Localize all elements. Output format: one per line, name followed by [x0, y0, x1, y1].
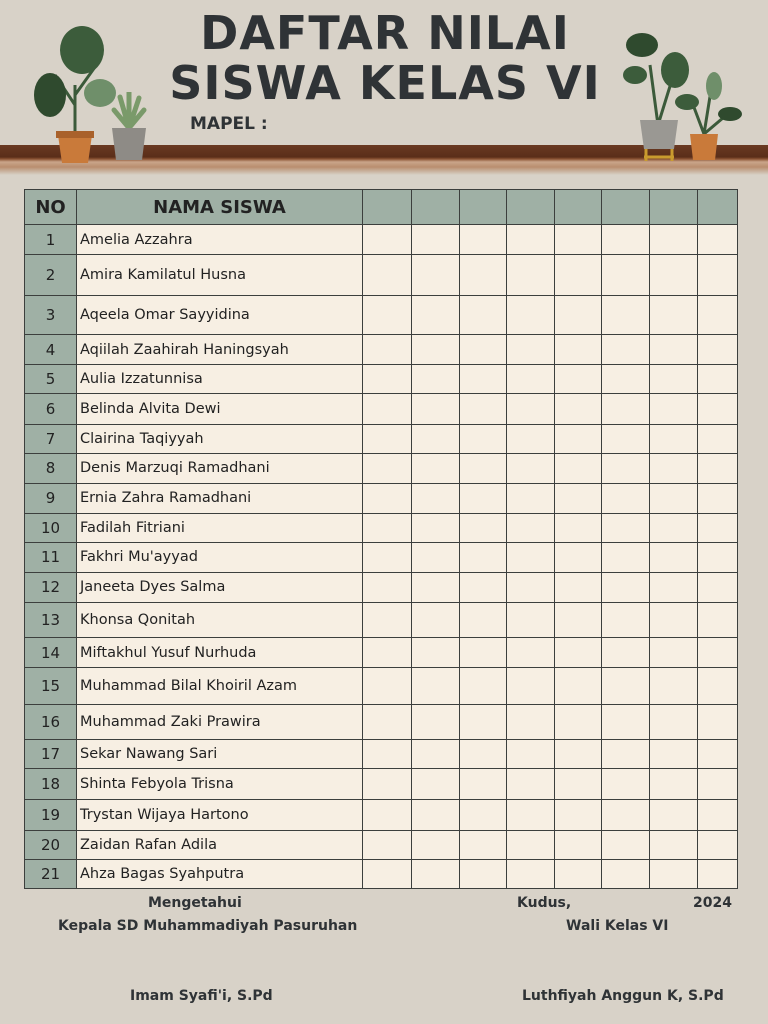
- page-title-line1: DAFTAR NILAI: [200, 6, 570, 60]
- grade-cell[interactable]: [363, 668, 412, 705]
- grade-cell[interactable]: [507, 335, 555, 365]
- grade-cell[interactable]: [363, 483, 412, 513]
- grade-cell[interactable]: [363, 572, 412, 602]
- grade-cell[interactable]: [363, 255, 412, 296]
- grade-cell[interactable]: [698, 542, 738, 572]
- grade-cell[interactable]: [363, 830, 412, 859]
- grade-cell[interactable]: [412, 453, 460, 483]
- grade-cell[interactable]: [412, 483, 460, 513]
- grade-cell[interactable]: [555, 335, 602, 365]
- student-number: 5: [25, 365, 77, 394]
- grade-cell[interactable]: [650, 335, 698, 365]
- grade-cell[interactable]: [507, 483, 555, 513]
- table-row: [25, 638, 738, 668]
- grade-cell[interactable]: [698, 799, 738, 830]
- grade-cell[interactable]: [650, 859, 698, 888]
- table-row: [25, 424, 738, 453]
- grade-cell[interactable]: [555, 453, 602, 483]
- grade-cell[interactable]: [412, 394, 460, 424]
- grade-cell[interactable]: [650, 799, 698, 830]
- grade-cell[interactable]: [650, 668, 698, 705]
- student-name: Muhammad Zaki Prawira: [77, 705, 363, 740]
- grade-cell[interactable]: [698, 572, 738, 602]
- grade-cell[interactable]: [602, 394, 650, 424]
- column-header-name: NAMA SISWA: [77, 190, 363, 225]
- student-number: 4: [25, 335, 77, 365]
- grade-cell[interactable]: [698, 859, 738, 888]
- grade-cell[interactable]: [698, 483, 738, 513]
- student-number: 8: [25, 453, 77, 483]
- grade-cell[interactable]: [555, 296, 602, 335]
- grade-cell[interactable]: [650, 572, 698, 602]
- grade-cell[interactable]: [698, 668, 738, 705]
- grade-cell[interactable]: [412, 859, 460, 888]
- grade-cell[interactable]: [602, 255, 650, 296]
- student-number: 7: [25, 424, 77, 453]
- grade-cell[interactable]: [363, 799, 412, 830]
- grade-cell[interactable]: [555, 830, 602, 859]
- grade-cell[interactable]: [555, 572, 602, 602]
- grade-cell[interactable]: [650, 296, 698, 335]
- grade-cell[interactable]: [650, 225, 698, 255]
- grade-cell[interactable]: [507, 453, 555, 483]
- grade-cell[interactable]: [507, 603, 555, 638]
- grade-column-header: [602, 190, 650, 225]
- grade-cell[interactable]: [460, 483, 507, 513]
- grade-cell[interactable]: [602, 572, 650, 602]
- grade-cell[interactable]: [650, 542, 698, 572]
- grade-cell[interactable]: [363, 513, 412, 542]
- grade-cell[interactable]: [555, 424, 602, 453]
- grade-column-header: [460, 190, 507, 225]
- table-row: [25, 394, 738, 424]
- grade-cell[interactable]: [698, 365, 738, 394]
- grade-cell[interactable]: [460, 225, 507, 255]
- grade-cell[interactable]: [698, 394, 738, 424]
- grade-cell[interactable]: [555, 483, 602, 513]
- grade-cell[interactable]: [412, 638, 460, 668]
- table-row: [25, 483, 738, 513]
- grade-cell[interactable]: [460, 705, 507, 740]
- homeroom-title: Wali Kelas VI: [566, 918, 669, 934]
- student-number: 16: [25, 705, 77, 740]
- student-number: 10: [25, 513, 77, 542]
- grade-cell[interactable]: [363, 296, 412, 335]
- grade-cell[interactable]: [555, 603, 602, 638]
- grade-cell[interactable]: [460, 296, 507, 335]
- grade-cell[interactable]: [602, 668, 650, 705]
- student-number: 20: [25, 830, 77, 859]
- grade-cell[interactable]: [363, 638, 412, 668]
- grade-cell[interactable]: [507, 365, 555, 394]
- student-name: Janeeta Dyes Salma: [77, 572, 363, 602]
- grade-cell[interactable]: [460, 769, 507, 799]
- grade-cell[interactable]: [602, 365, 650, 394]
- grade-cell[interactable]: [412, 296, 460, 335]
- grade-cell[interactable]: [602, 542, 650, 572]
- student-number: 18: [25, 769, 77, 799]
- student-name: Aqiilah Zaahirah Haningsyah: [77, 335, 363, 365]
- grade-cell[interactable]: [602, 296, 650, 335]
- grade-cell[interactable]: [602, 740, 650, 769]
- grade-cell[interactable]: [460, 365, 507, 394]
- student-name: Fakhri Mu'ayyad: [77, 542, 363, 572]
- grade-cell[interactable]: [602, 830, 650, 859]
- grade-cell[interactable]: [555, 638, 602, 668]
- student-number: 11: [25, 542, 77, 572]
- grade-cell[interactable]: [555, 799, 602, 830]
- table-row: [25, 255, 738, 296]
- table-row: [25, 296, 738, 335]
- student-name: Zaidan Rafan Adila: [77, 830, 363, 859]
- grade-cell[interactable]: [507, 668, 555, 705]
- grade-cell[interactable]: [650, 830, 698, 859]
- grade-cell[interactable]: [650, 453, 698, 483]
- student-number: 19: [25, 799, 77, 830]
- grade-cell[interactable]: [412, 603, 460, 638]
- student-number: 2: [25, 255, 77, 296]
- grade-cell[interactable]: [412, 830, 460, 859]
- student-name: Muhammad Bilal Khoiril Azam: [77, 668, 363, 705]
- grade-cell[interactable]: [555, 542, 602, 572]
- homeroom-teacher-name: Luthfiyah Anggun K, S.Pd: [522, 988, 724, 1004]
- grade-cell[interactable]: [412, 513, 460, 542]
- grade-cell[interactable]: [555, 769, 602, 799]
- grade-cell[interactable]: [363, 859, 412, 888]
- table-row: [25, 453, 738, 483]
- grade-cell[interactable]: [507, 542, 555, 572]
- student-number: 9: [25, 483, 77, 513]
- grade-cell[interactable]: [507, 740, 555, 769]
- grade-cell[interactable]: [412, 424, 460, 453]
- grade-cell[interactable]: [602, 603, 650, 638]
- grade-cell[interactable]: [363, 603, 412, 638]
- grade-cell[interactable]: [698, 603, 738, 638]
- grade-cell[interactable]: [698, 335, 738, 365]
- student-name: Aqeela Omar Sayyidina: [77, 296, 363, 335]
- grade-cell[interactable]: [650, 483, 698, 513]
- grade-cell[interactable]: [602, 705, 650, 740]
- table-row: [25, 365, 738, 394]
- grade-cell[interactable]: [507, 225, 555, 255]
- grade-cell[interactable]: [507, 769, 555, 799]
- grade-cell[interactable]: [363, 365, 412, 394]
- grade-cell[interactable]: [650, 603, 698, 638]
- grade-cell[interactable]: [412, 365, 460, 394]
- grade-cell[interactable]: [507, 513, 555, 542]
- grade-cell[interactable]: [507, 638, 555, 668]
- monstera-plant-left-icon: [30, 25, 120, 165]
- grade-cell[interactable]: [460, 740, 507, 769]
- grade-cell[interactable]: [507, 799, 555, 830]
- grade-cell[interactable]: [555, 394, 602, 424]
- student-name: Fadilah Fitriani: [77, 513, 363, 542]
- grade-cell[interactable]: [460, 453, 507, 483]
- student-name: Trystan Wijaya Hartono: [77, 799, 363, 830]
- grade-cell[interactable]: [507, 424, 555, 453]
- grade-cell[interactable]: [460, 799, 507, 830]
- headmaster-name: Imam Syafi'i, S.Pd: [130, 988, 273, 1004]
- table-header-row: [25, 190, 738, 225]
- grade-cell[interactable]: [412, 769, 460, 799]
- student-name: Aulia Izzatunnisa: [77, 365, 363, 394]
- grade-cell[interactable]: [460, 255, 507, 296]
- grade-cell[interactable]: [460, 668, 507, 705]
- grade-cell[interactable]: [412, 740, 460, 769]
- grade-cell[interactable]: [507, 572, 555, 602]
- grade-cell[interactable]: [460, 638, 507, 668]
- year-label: 2024: [693, 895, 732, 911]
- grade-cell[interactable]: [555, 365, 602, 394]
- grade-cell[interactable]: [602, 799, 650, 830]
- grade-cell[interactable]: [602, 859, 650, 888]
- grade-cell[interactable]: [412, 335, 460, 365]
- grade-cell[interactable]: [698, 830, 738, 859]
- grade-cell[interactable]: [698, 424, 738, 453]
- grade-cell[interactable]: [555, 705, 602, 740]
- grade-cell[interactable]: [363, 453, 412, 483]
- student-name: Amira Kamilatul Husna: [77, 255, 363, 296]
- grade-cell[interactable]: [555, 225, 602, 255]
- page-title-line2: SISWA KELAS VI: [169, 56, 601, 110]
- grade-cell[interactable]: [602, 453, 650, 483]
- table-row: [25, 740, 738, 769]
- grade-cell[interactable]: [650, 705, 698, 740]
- grade-cell[interactable]: [363, 705, 412, 740]
- grade-table: [24, 189, 738, 889]
- grade-cell[interactable]: [650, 769, 698, 799]
- grade-cell[interactable]: [412, 225, 460, 255]
- table-row: [25, 830, 738, 859]
- student-name: Denis Marzuqi Ramadhani: [77, 453, 363, 483]
- grade-cell[interactable]: [650, 638, 698, 668]
- student-name: Amelia Azzahra: [77, 225, 363, 255]
- table-row: [25, 859, 738, 888]
- grade-cell[interactable]: [602, 335, 650, 365]
- table-row: [25, 513, 738, 542]
- grade-cell[interactable]: [602, 638, 650, 668]
- subject-label: MAPEL :: [190, 114, 268, 134]
- grade-cell[interactable]: [507, 296, 555, 335]
- table-row: [25, 572, 738, 602]
- grade-cell[interactable]: [507, 830, 555, 859]
- table-row: [25, 668, 738, 705]
- grade-cell[interactable]: [363, 394, 412, 424]
- student-name: Sekar Nawang Sari: [77, 740, 363, 769]
- grade-cell[interactable]: [698, 638, 738, 668]
- grade-cell[interactable]: [698, 769, 738, 799]
- grade-cell[interactable]: [555, 513, 602, 542]
- grade-cell[interactable]: [698, 513, 738, 542]
- grade-cell[interactable]: [412, 799, 460, 830]
- student-name: Shinta Febyola Trisna: [77, 769, 363, 799]
- grade-cell[interactable]: [460, 859, 507, 888]
- column-header-no: NO: [25, 190, 77, 225]
- student-name: Miftakhul Yusuf Nurhuda: [77, 638, 363, 668]
- grade-cell[interactable]: [412, 668, 460, 705]
- grade-cell[interactable]: [555, 859, 602, 888]
- place-label: Kudus,: [517, 895, 572, 911]
- grade-cell[interactable]: [650, 365, 698, 394]
- grade-column-header: [412, 190, 460, 225]
- student-number: 21: [25, 859, 77, 888]
- grade-cell[interactable]: [363, 424, 412, 453]
- grade-cell[interactable]: [363, 225, 412, 255]
- headmaster-title: Kepala SD Muhammadiyah Pasuruhan: [58, 918, 358, 934]
- grade-cell[interactable]: [650, 513, 698, 542]
- grade-cell[interactable]: [650, 740, 698, 769]
- grade-cell[interactable]: [412, 542, 460, 572]
- student-number: 14: [25, 638, 77, 668]
- student-name: Ernia Zahra Ramadhani: [77, 483, 363, 513]
- table-row: [25, 225, 738, 255]
- grade-cell[interactable]: [650, 255, 698, 296]
- grade-cell[interactable]: [460, 513, 507, 542]
- student-name: Khonsa Qonitah: [77, 603, 363, 638]
- grade-cell[interactable]: [412, 572, 460, 602]
- grade-cell[interactable]: [698, 255, 738, 296]
- grade-column-header: [650, 190, 698, 225]
- grade-cell[interactable]: [602, 769, 650, 799]
- grade-cell[interactable]: [460, 542, 507, 572]
- grade-cell[interactable]: [555, 255, 602, 296]
- table-row: [25, 603, 738, 638]
- table-row: [25, 769, 738, 799]
- grade-cell[interactable]: [460, 424, 507, 453]
- grade-cell[interactable]: [363, 740, 412, 769]
- grade-cell[interactable]: [507, 859, 555, 888]
- grade-cell[interactable]: [460, 572, 507, 602]
- grade-cell[interactable]: [698, 296, 738, 335]
- student-number: 15: [25, 668, 77, 705]
- grade-cell[interactable]: [602, 513, 650, 542]
- student-number: 3: [25, 296, 77, 335]
- grade-column-header: [363, 190, 412, 225]
- student-name: Clairina Taqiyyah: [77, 424, 363, 453]
- grade-cell[interactable]: [507, 394, 555, 424]
- table-row: [25, 705, 738, 740]
- grade-column-header: [698, 190, 738, 225]
- grade-cell[interactable]: [507, 255, 555, 296]
- student-number: 1: [25, 225, 77, 255]
- grade-cell[interactable]: [602, 483, 650, 513]
- grade-column-header: [555, 190, 602, 225]
- student-number: 17: [25, 740, 77, 769]
- small-plant-right-icon: [672, 72, 742, 164]
- grade-cell[interactable]: [363, 769, 412, 799]
- student-name: Belinda Alvita Dewi: [77, 394, 363, 424]
- succulent-pot-left-icon: [108, 92, 150, 162]
- table-row: [25, 799, 738, 830]
- grade-cell[interactable]: [650, 394, 698, 424]
- grade-cell[interactable]: [460, 830, 507, 859]
- grade-cell[interactable]: [555, 668, 602, 705]
- table-row: [25, 335, 738, 365]
- grade-cell[interactable]: [602, 424, 650, 453]
- grade-cell[interactable]: [698, 453, 738, 483]
- grade-cell[interactable]: [507, 705, 555, 740]
- grade-cell[interactable]: [460, 603, 507, 638]
- grade-cell[interactable]: [363, 335, 412, 365]
- acknowledged-label: Mengetahui: [148, 895, 242, 911]
- student-name: Ahza Bagas Syahputra: [77, 859, 363, 888]
- grade-cell[interactable]: [698, 740, 738, 769]
- student-number: 13: [25, 603, 77, 638]
- student-number: 12: [25, 572, 77, 602]
- grade-cell[interactable]: [555, 740, 602, 769]
- student-number: 6: [25, 394, 77, 424]
- grade-cell[interactable]: [460, 394, 507, 424]
- grade-column-header: [507, 190, 555, 225]
- table-row: [25, 542, 738, 572]
- grade-cell[interactable]: [698, 225, 738, 255]
- grade-cell[interactable]: [602, 225, 650, 255]
- grade-cell[interactable]: [460, 335, 507, 365]
- grade-cell[interactable]: [650, 424, 698, 453]
- grade-cell[interactable]: [412, 255, 460, 296]
- grade-cell[interactable]: [412, 705, 460, 740]
- grade-cell[interactable]: [363, 542, 412, 572]
- grade-cell[interactable]: [698, 705, 738, 740]
